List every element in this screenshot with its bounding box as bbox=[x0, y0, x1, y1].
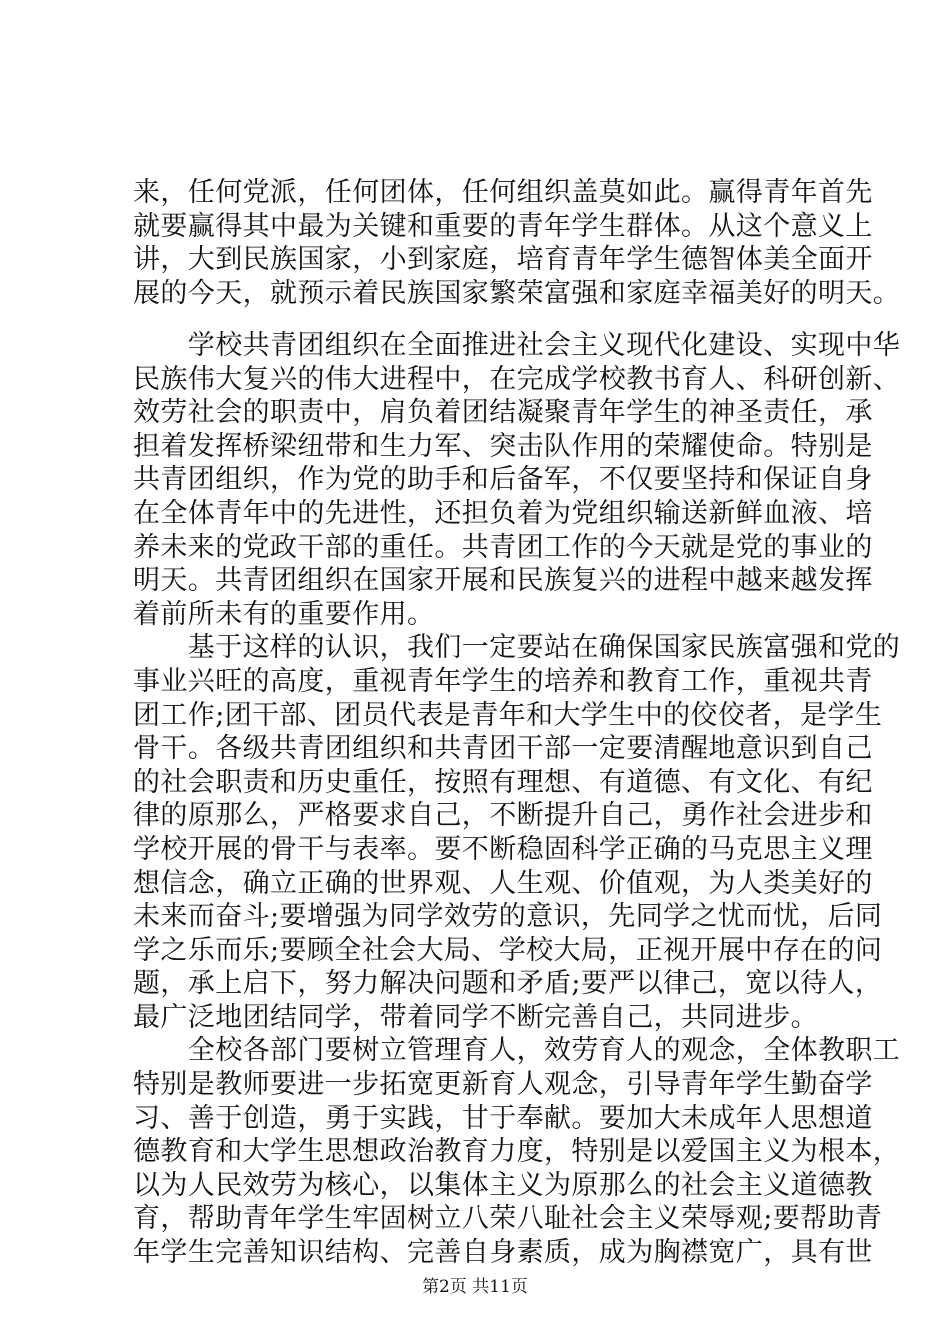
text-line: 最广泛地团结同学，带着同学不断完善自己，共同进步。 bbox=[133, 1001, 818, 1033]
text-line: 展的今天，就预示着民族国家繁荣富强和家庭幸福美好的明天。 bbox=[133, 277, 901, 309]
page-number: 第2页 共11页 bbox=[422, 1277, 528, 1297]
text-line: 律的原那么，严格要求自己，不断提升自己，勇作社会进步和 bbox=[133, 800, 873, 832]
text-line: 着前所未有的重要作用。 bbox=[133, 598, 435, 630]
paragraph-1 bbox=[133, 176, 901, 310]
text-line: 特别是教师要进一步拓宽更新育人观念，引导青年学生勤奋学 bbox=[133, 1069, 873, 1101]
text-line: 基于这样的认识，我们一定要站在确保国家民族富强和党的 bbox=[133, 632, 901, 664]
text-line: 未来而奋斗;要增强为同学效劳的意识，先同学之忧而忧，后同 bbox=[133, 901, 883, 933]
text-line: 骨干。各级共青团组织和共青团干部一定要清醒地意识到自己 bbox=[133, 733, 873, 765]
paragraph-4 bbox=[133, 1034, 901, 1269]
text-line: 的社会职责和历史重任，按照有理想、有道德、有文化、有纪 bbox=[133, 766, 873, 798]
text-line: 以为人民效劳为核心，以集体主义为原那么的社会主义道德教 bbox=[133, 1169, 873, 1201]
text-line: 民族伟大复兴的伟大进程中，在完成学校教书育人、科研创新、 bbox=[133, 363, 901, 395]
text-line: 德教育和大学生思想政治教育力度，特别是以爱国主义为根本， bbox=[133, 1136, 901, 1168]
text-line: 学校开展的骨干与表率。要不断稳固科学正确的马克思主义理 bbox=[133, 833, 873, 865]
paragraph-3 bbox=[133, 631, 901, 1034]
text-line: 来，任何党派，任何团体，任何组织盖莫如此。赢得青年首先 bbox=[133, 177, 873, 208]
text-line: 就要赢得其中最为关键和重要的青年学生群体。从这个意义上 bbox=[133, 210, 873, 242]
page-footer bbox=[0, 1277, 950, 1297]
text-line: 学之乐而乐;要顾全社会大局、学校大局，正视开展中存在的问 bbox=[133, 934, 883, 966]
text-line: 年学生完善知识结构、完善自身素质，成为胸襟宽广，具有世 bbox=[133, 1237, 873, 1269]
text-line: 在全体青年中的先进性，还担负着为党组织输送新鲜血液、培 bbox=[133, 497, 873, 529]
text-line: 明天。共青团组织在国家开展和民族复兴的进程中越来越发挥 bbox=[133, 565, 873, 597]
body-text bbox=[133, 329, 901, 1270]
text-line: 全校各部门要树立管理育人，效劳育人的观念，全体教职工 bbox=[133, 1035, 901, 1067]
text-line: 题，承上启下，努力解决问题和矛盾;要严以律己，宽以待人， bbox=[133, 968, 883, 1000]
text-line: 担着发挥桥梁纽带和生力军、突击队作用的荣耀使命。特别是 bbox=[133, 430, 873, 462]
text-line: 养未来的党政干部的重任。共青团工作的今天就是党的事业的 bbox=[133, 531, 873, 563]
text-line: 共青团组织，作为党的助手和后备军，不仅要坚持和保证自身 bbox=[133, 464, 873, 496]
text-line: 习、善于创造，勇于实践，甘于奉献。要加大未成年人思想道 bbox=[133, 1102, 873, 1134]
text-line: 事业兴旺的高度，重视青年学生的培养和教育工作，重视共青 bbox=[133, 665, 873, 697]
text-line: 学校共青团组织在全面推进社会主义现代化建设、实现中华 bbox=[133, 330, 901, 361]
paragraph-2 bbox=[133, 329, 901, 631]
text-line: 想信念，确立正确的世界观、人生观、价值观，为人类美好的 bbox=[133, 867, 873, 899]
text-line: 育，帮助青年学生牢固树立八荣八耻社会主义荣辱观;要帮助青 bbox=[133, 1203, 883, 1235]
text-line: 讲，大到民族国家，小到家庭，培育青年学生德智体美全面开 bbox=[133, 244, 873, 276]
text-line: 效劳社会的职责中，肩负着团结凝聚青年学生的神圣责任，承 bbox=[133, 397, 873, 429]
text-line: 团工作;团干部、团员代表是青年和大学生中的佼佼者，是学生 bbox=[133, 699, 883, 731]
